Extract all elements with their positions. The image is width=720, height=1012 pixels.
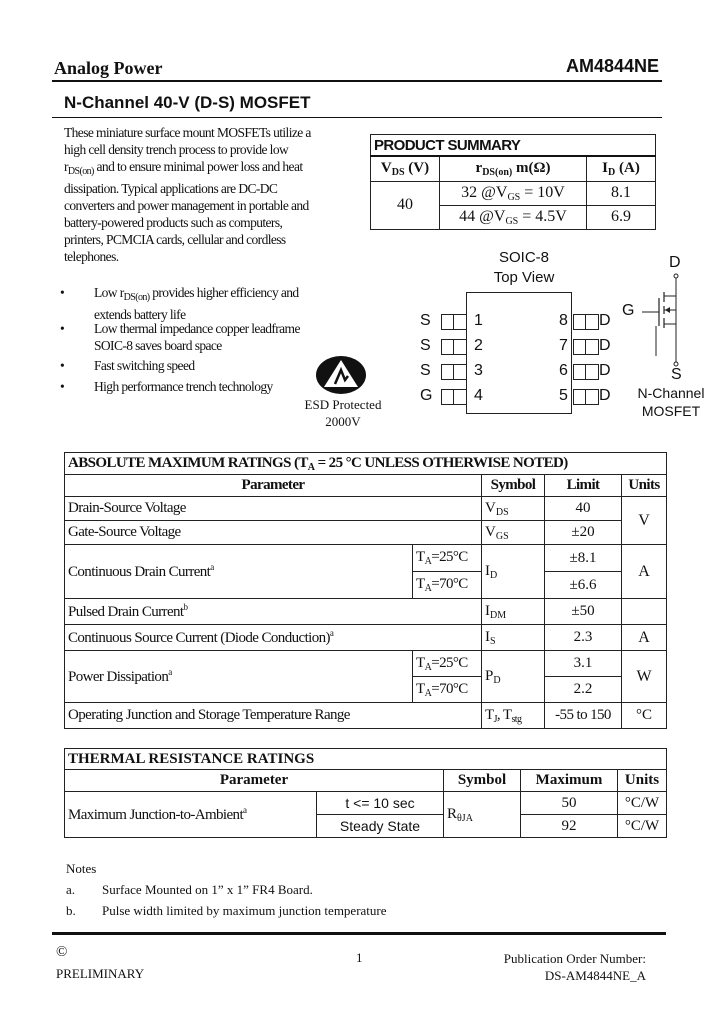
condition-ta-70: $T_A=70^\circ C$ — [413, 572, 482, 599]
pin-number: 3 — [474, 362, 483, 379]
feature-item: • Fast switching speed — [60, 358, 195, 373]
pin-label: S — [420, 312, 431, 329]
col-header-limit: Limit — [545, 475, 622, 497]
pin-pad — [573, 364, 599, 380]
limit-idm: ±50 — [545, 599, 622, 625]
param-continuous-source-current: Continuous Source Current (Diode Conduction)$^a$ — [65, 625, 482, 651]
header-rule — [52, 80, 662, 82]
id-header: $I_D$ (A) — [587, 156, 656, 181]
unit-c-per-w: °C/W — [618, 815, 667, 838]
condition-ta-25: $T_A=25^\circ C$ — [413, 545, 482, 572]
pin-label: G — [420, 387, 433, 404]
rdson-header: $r_{DS(on)}$ m(Ω) — [440, 156, 587, 181]
symbol-tj-tstg: $T_J$, $T_{stg}$ — [482, 703, 545, 729]
col-header-maximum: Maximum — [521, 770, 618, 792]
param-temperature-range: Operating Junction and Storage Temperature Range — [65, 703, 482, 729]
notes-section — [66, 858, 387, 921]
pin-pad — [441, 364, 467, 380]
feature-item: • Low $r_{DS(on)}$ provides higher efficiency and extends battery life — [60, 285, 299, 322]
thermal-resistance-table — [64, 748, 667, 838]
param-power-dissipation: Power Dissipation$^a$ — [65, 651, 413, 703]
param-drain-source-voltage: Drain-Source Voltage — [65, 497, 482, 521]
notes-title: Notes — [66, 861, 97, 876]
col-header-units: Units — [618, 770, 667, 792]
feature-item: • High performance trench technology — [60, 379, 273, 394]
thermal-title: THERMAL RESISTANCE RATINGS — [65, 749, 667, 770]
pin-label: D — [599, 387, 611, 404]
symbol-vgs: $V_{GS}$ — [482, 521, 545, 545]
symbol-pd: $P_D$ — [482, 651, 545, 703]
publication-info: Publication Order Number: DS-AM4844NE_A — [503, 951, 646, 983]
col-header-symbol: Symbol — [444, 770, 521, 792]
title-rule — [52, 117, 662, 118]
pin-label: D — [599, 337, 611, 354]
condition-ta-25: $T_A=25^\circ C$ — [413, 651, 482, 677]
col-header-parameter: Parameter — [65, 770, 444, 792]
param-pulsed-drain-current: Pulsed Drain Current$^b$ — [65, 599, 482, 625]
product-summary-table — [370, 134, 656, 230]
esd-warning-icon — [314, 354, 368, 396]
product-summary-title: PRODUCT SUMMARY — [371, 135, 656, 157]
symbol-id: $I_D$ — [482, 545, 545, 599]
symbol-idm: $I_{DM}$ — [482, 599, 545, 625]
copyright-symbol: © — [56, 944, 68, 960]
rdson-value: 32 $@V_{GS} = 10V$ — [440, 181, 587, 205]
unit-celsius: °C — [622, 703, 667, 729]
condition-steady-state: Steady State — [317, 815, 444, 838]
col-header-symbol: Symbol — [482, 475, 545, 497]
symbol-gate-label: G — [622, 302, 635, 319]
limit-vds: 40 — [545, 497, 622, 521]
limit-id-25: ±8.1 — [545, 545, 622, 572]
unit-c-per-w: °C/W — [618, 792, 667, 815]
param-gate-source-voltage: Gate-Source Voltage — [65, 521, 482, 545]
pin-number: 6 — [559, 362, 568, 379]
note-item: b. Pulse width limited by maximum junction temperature — [66, 903, 387, 918]
param-continuous-drain-current: Continuous Drain Current$^a$ — [65, 545, 413, 599]
limit-pd-25: 3.1 — [545, 651, 622, 677]
pin-label: S — [420, 362, 431, 379]
limit-vgs: ±20 — [545, 521, 622, 545]
pin-number: 4 — [474, 387, 483, 404]
param-junction-to-ambient: Maximum Junction-to-Ambient$^a$ — [65, 792, 317, 838]
footer-rule — [52, 932, 666, 935]
unit-volts: V — [622, 497, 667, 545]
rdson-value: 44 $@V_{GS} = 4.5V$ — [440, 205, 587, 229]
unit-amps: A — [622, 545, 667, 599]
note-item: a. Surface Mounted on 1” x 1” FR4 Board. — [66, 882, 313, 897]
absolute-maximum-ratings-table — [64, 452, 667, 729]
pin-number: 2 — [474, 337, 483, 354]
max-steady-state: 92 — [521, 815, 618, 838]
pin-label: D — [599, 362, 611, 379]
unit-watts: W — [622, 651, 667, 703]
pin-number: 8 — [559, 312, 568, 329]
pin-pad — [573, 339, 599, 355]
pin-number: 5 — [559, 387, 568, 404]
limit-is: 2.3 — [545, 625, 622, 651]
pin-pad — [573, 314, 599, 330]
page-number: 1 — [356, 950, 363, 965]
symbol-is: $I_S$ — [482, 625, 545, 651]
pin-number: 1 — [474, 312, 483, 329]
part-number: AM4844NE — [566, 56, 660, 76]
preliminary-label: PRELIMINARY — [56, 966, 145, 981]
vds-header: $V_{DS}$ (V) — [371, 156, 440, 181]
vds-value: 40 — [371, 181, 440, 229]
col-header-units: Units — [622, 475, 667, 497]
feature-list — [60, 284, 350, 398]
symbol-rthja: $R_{\theta JA}$ — [444, 792, 521, 838]
symbol-drain-label: D — [669, 254, 681, 271]
max-10-sec: 50 — [521, 792, 618, 815]
id-value: 6.9 — [587, 205, 656, 229]
company-name: Analog Power — [54, 58, 163, 78]
condition-10-sec: t <= 10 sec — [317, 792, 444, 815]
feature-item: • Low thermal impedance copper leadframe SOIC-8 saves board space — [60, 321, 300, 353]
empty-cell — [622, 599, 667, 625]
limit-pd-70: 2.2 — [545, 677, 622, 703]
page-title: N-Channel 40-V (D-S) MOSFET — [64, 93, 311, 112]
symbol-caption: N-Channel MOSFET — [637, 385, 705, 419]
pin-label: S — [420, 337, 431, 354]
id-value: 8.1 — [587, 181, 656, 205]
esd-caption: ESD Protected 2000V — [304, 397, 382, 429]
symbol-source-label: S — [671, 366, 682, 383]
mosfet-symbol-icon — [640, 270, 696, 370]
pin-pad — [441, 389, 467, 405]
limit-id-70: ±6.6 — [545, 572, 622, 599]
symbol-vds: $V_{DS}$ — [482, 497, 545, 521]
unit-amps: A — [622, 625, 667, 651]
col-header-parameter: Parameter — [65, 475, 482, 497]
pin-label: D — [599, 312, 611, 329]
abs-max-title: ABSOLUTE MAXIMUM RATINGS ($T_A = 25$ °C UNLESS OTHERWISE NOTED) — [65, 453, 667, 475]
intro-paragraph: These miniature surface mount MOSFETs utilize a high cell density trench process to provide low $r_{DS(on)}$ and to ensure minimal power loss and heat dissipation. Typical applications are DC-DC converters and power management in portable and battery-powered products such as computers, printers, PCMCIA cards, cellular and cordless telephones. — [64, 125, 311, 264]
limit-temperature: -55 to 150 — [545, 703, 622, 729]
package-title: SOIC-8 Top View — [493, 249, 555, 286]
pin-number: 7 — [559, 337, 568, 354]
pin-pad — [573, 389, 599, 405]
pin-pad — [441, 339, 467, 355]
condition-ta-70: $T_A=70^\circ C$ — [413, 677, 482, 703]
pin-pad — [441, 314, 467, 330]
